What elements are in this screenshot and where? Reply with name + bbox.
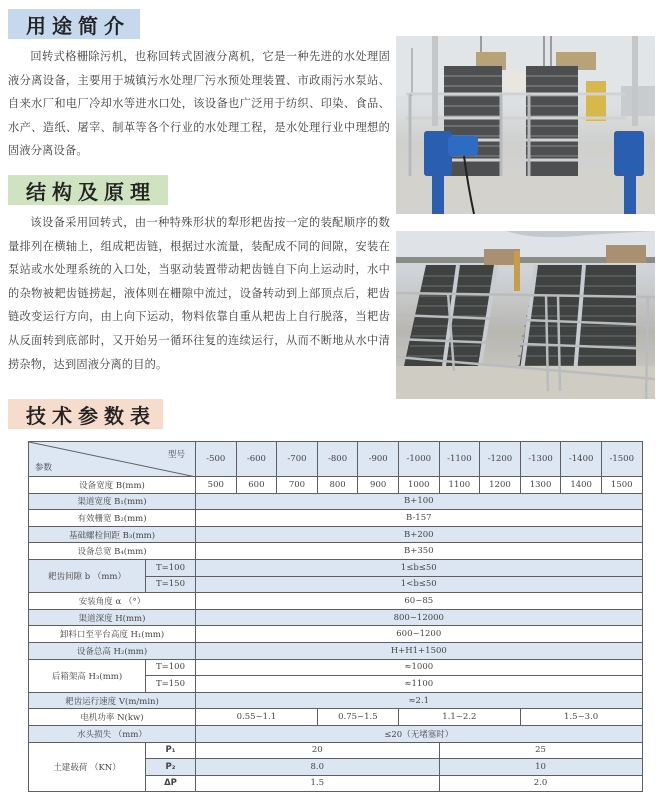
model-header: -1000 [398, 442, 439, 477]
row-label: 卸料口至平台高度 H₁(mm) [29, 626, 196, 643]
row-label: 耙齿运行速度 V(m/min) [29, 692, 196, 709]
cell-value: 1400 [561, 477, 602, 494]
row-label: 后箱架高 H₃(mm) [29, 659, 146, 692]
table-row [29, 510, 643, 527]
cell-value: H+H1+1500 [196, 642, 643, 659]
model-header: -1500 [601, 442, 642, 477]
cell-value: 600~1200 [196, 626, 643, 643]
table-row [29, 692, 643, 709]
section-title-usage: 用途简介 [8, 9, 140, 39]
model-header: -500 [196, 442, 237, 477]
cell-value: 900 [358, 477, 399, 494]
cell-value: 0.75~1.5 [317, 709, 398, 726]
cell-value: 700 [277, 477, 318, 494]
model-header: -1400 [561, 442, 602, 477]
table-row [29, 493, 643, 510]
cell-value: 8.0 [196, 759, 440, 776]
structure-paragraph: 该设备采用回转式，由一种特殊形状的犁形耙齿按一定的装配顺序的数量排列在横轴上，组成耙齿链，根据过水流量，装配成不同的间隙，安装在泵站或水处理系统的入口处，当驱动装置带动耙齿链自下向上运动时，水中的杂物被耙齿链捞起，液体则在栅隙中流过，设备转动到上部顶点后，耙齿链改变运行方向，由上向下运动，物料依靠自重从耙齿上自行脱落，当耙齿从反面转到底部时，又开始另一循环往复的连续运行，从而不断地从水中清捞杂物，达到固液分离的目的。 [8, 216, 390, 371]
row-label: 有效栅宽 B₂(mm) [29, 510, 196, 527]
sub-label: P₂ [146, 759, 196, 776]
cell-value: B-157 [196, 510, 643, 527]
table-row [29, 526, 643, 543]
equipment-photo-1 [396, 36, 655, 214]
cell-value: 60~85 [196, 593, 643, 610]
cell-value: 500 [196, 477, 237, 494]
cell-value: ≤20（无堵塞时） [196, 725, 643, 742]
model-axis-label: 型号 [167, 450, 185, 460]
cell-value: 0.55~1.1 [196, 709, 318, 726]
table-row [29, 642, 643, 659]
model-header: -900 [358, 442, 399, 477]
equipment-photo-2 [396, 231, 655, 399]
sub-label: T=100 [146, 559, 196, 576]
row-label: 土建载荷 （KN） [29, 742, 146, 792]
table-row [29, 477, 643, 494]
row-label: 水头损失 （mm） [29, 725, 196, 742]
param-axis-label: 参数 [35, 463, 53, 473]
cell-value: 1.5~3.0 [520, 709, 642, 726]
table-row [29, 742, 643, 759]
cell-value: 1000 [398, 477, 439, 494]
sub-label: ΔP [146, 775, 196, 792]
corner-header-cell [29, 442, 196, 477]
table-row [29, 659, 643, 676]
sub-label: T=150 [146, 676, 196, 693]
row-label: 设备总高 H₂(mm) [29, 642, 196, 659]
cell-value: B+350 [196, 543, 643, 560]
sub-label: T=150 [146, 576, 196, 593]
cell-value: 1100 [439, 477, 480, 494]
cell-value: 1.5 [196, 775, 440, 792]
row-label: 设备宽度 B(mm) [29, 477, 196, 494]
cell-value: 1500 [601, 477, 642, 494]
spec-table [28, 441, 643, 792]
model-header: -600 [236, 442, 277, 477]
table-row [29, 709, 643, 726]
model-header: -1200 [480, 442, 521, 477]
row-label: 安装角度 α （°） [29, 593, 196, 610]
table-row [29, 559, 643, 576]
table-header-row [29, 442, 643, 477]
row-label: 渠道深度 H(mm) [29, 609, 196, 626]
cell-value: 1≤b≤50 [196, 559, 643, 576]
section-title-specs: 技术参数表 [8, 399, 163, 429]
cell-value: 2.0 [439, 775, 642, 792]
section-title-structure: 结构及原理 [8, 175, 168, 205]
cell-value: 1200 [480, 477, 521, 494]
table-row [29, 543, 643, 560]
cell-value: 20 [196, 742, 440, 759]
table-row [29, 725, 643, 742]
usage-paragraph: 回转式格栅除污机，也称回转式固液分离机，它是一种先进的水处理固液分离设备，主要用于城镇污水处理厂污水预处理装置、市政雨污水泵站、自来水厂和电厂冷却水等进水口处，该设备也广泛用于纺织、印染、食品、水产、造纸、屠宰、制革等各个行业的水处理工程，是水处理行业中理想的固液分离设备。 [8, 50, 390, 158]
cell-value: 1.1~2.2 [398, 709, 520, 726]
row-label: 设备总宽 B₄(mm) [29, 543, 196, 560]
row-label: 耙齿间隙 b （mm） [29, 559, 146, 592]
model-header: -800 [317, 442, 358, 477]
row-label: 渠道宽度 B₁(mm) [29, 493, 196, 510]
row-label: 电机功率 N(kw) [29, 709, 196, 726]
table-row [29, 593, 643, 610]
table-row [29, 609, 643, 626]
cell-value: B+100 [196, 493, 643, 510]
cell-value: 800~12000 [196, 609, 643, 626]
cell-value: ≈1000 [196, 659, 643, 676]
table-row [29, 626, 643, 643]
model-header: -1300 [520, 442, 561, 477]
cell-value: ≈2.1 [196, 692, 643, 709]
model-header: -700 [277, 442, 318, 477]
cell-value: 1300 [520, 477, 561, 494]
cell-value: 25 [439, 742, 642, 759]
cell-value: 600 [236, 477, 277, 494]
model-header: -1100 [439, 442, 480, 477]
cell-value: 10 [439, 759, 642, 776]
sub-label: P₁ [146, 742, 196, 759]
row-label: 基础螺栓间距 B₃(mm) [29, 526, 196, 543]
cell-value: ≈1100 [196, 676, 643, 693]
sub-label: T=100 [146, 659, 196, 676]
cell-value: B+200 [196, 526, 643, 543]
cell-value: 800 [317, 477, 358, 494]
cell-value: 1<b≤50 [196, 576, 643, 593]
